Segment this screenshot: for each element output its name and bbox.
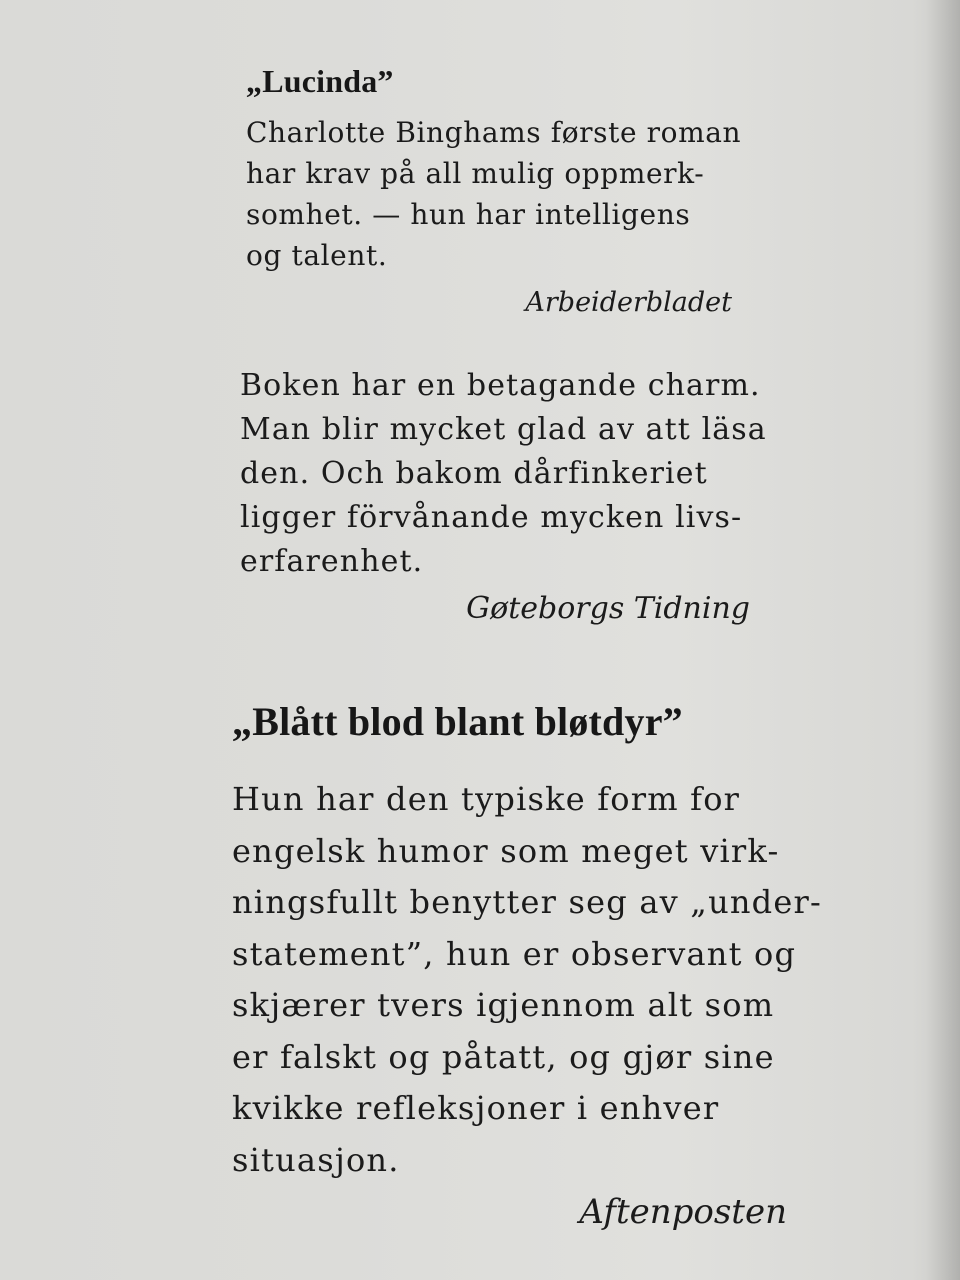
review-text [232,774,823,1186]
review-line: skjærer tvers igjennom alt som [232,986,775,1024]
review-goteborgs [240,364,767,630]
page-edge-shadow [926,0,960,1280]
review-source: Aftenposten [579,1192,787,1232]
review-line: Boken har en betagande charm. [240,368,761,403]
review-text [240,364,767,584]
review-line: den. Och bakom dårfinkeriet [240,456,708,491]
review-line: er falskt og påtatt, og gjør sine [232,1037,775,1076]
review-line: kvikke refleksjoner i enhver [232,1089,720,1127]
review-text [246,112,742,276]
review-title: „Blått blod blant bløtdyr” [232,699,683,744]
review-line: erfarenhet. [240,544,424,579]
review-line: somhet. — hun har intelligens [246,198,691,231]
review-source: Arbeiderbladet [525,287,732,318]
review-line: Charlotte Binghams første roman [246,116,742,149]
review-line: har krav på all mulig oppmerk- [246,157,705,190]
review-line: og talent. [246,239,388,272]
review-line: engelsk humor som meget virk- [232,831,780,870]
review-line: situasjon. [232,1140,400,1179]
review-line: ningsfullt benytter seg av „under- [232,883,823,921]
review-line: Man blir mycket glad av att läsa [240,412,767,447]
review-line: ligger förvånande mycken livs- [240,500,743,535]
review-source: Gøteborgs Tidning [466,591,750,626]
review-lucinda [246,58,742,322]
review-line: Hun har den typiske form for [232,780,741,818]
review-title: „Lucinda” [246,63,394,99]
review-blatt-blod [232,696,823,1236]
review-line: statement”, hun er observant og [232,934,797,973]
